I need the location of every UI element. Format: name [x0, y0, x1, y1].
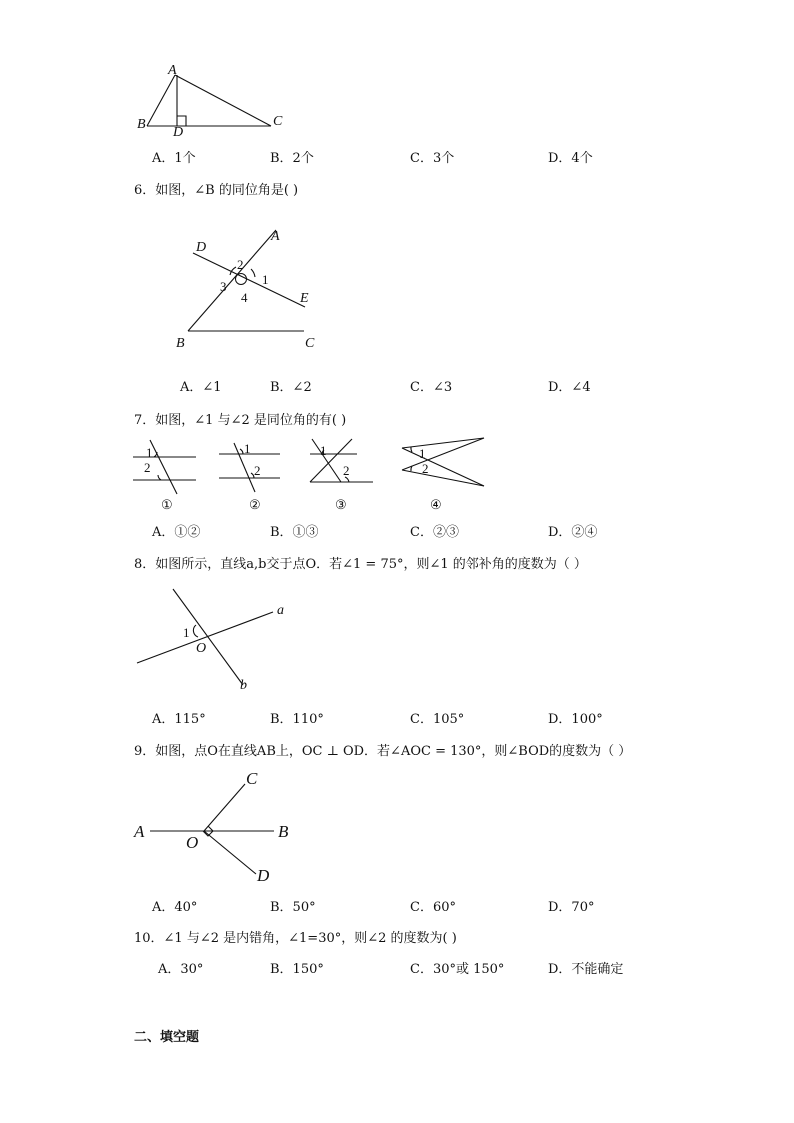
- q5-option-b[interactable]: B．2个: [270, 151, 314, 166]
- q7-fig2-label-2: 2: [254, 463, 261, 478]
- q7-caption-2: ②: [249, 498, 261, 513]
- q6-label-3: 3: [220, 279, 227, 294]
- q9-label-B: B: [278, 822, 289, 841]
- q7-fig1-label-2: 2: [144, 460, 151, 475]
- q7-fig4-label-2: 2: [422, 461, 429, 476]
- q9-label-C: C: [246, 769, 258, 788]
- q5-label-D: D: [173, 125, 184, 140]
- q9-option-b[interactable]: B．50°: [270, 900, 316, 915]
- q7-stem: 7．如图，∠1 与∠2 是同位角的有( ): [134, 413, 347, 428]
- q6-option-c[interactable]: C．∠3: [410, 380, 453, 395]
- q5-option-d[interactable]: D．4个: [548, 151, 593, 166]
- q6-label-E: E: [300, 291, 309, 306]
- q6-label-D: D: [196, 240, 207, 255]
- q8-figure: [130, 585, 290, 695]
- q6-label-B: B: [176, 336, 185, 351]
- q6-label-4: 4: [241, 290, 248, 305]
- q7-option-c[interactable]: C．②③: [410, 525, 459, 540]
- section-title-fill-in: 二、填空题: [134, 1030, 200, 1045]
- q5-option-c[interactable]: C．3个: [410, 151, 455, 166]
- q7-fig1-label-1: 1: [146, 445, 153, 460]
- q7-figure-4: [395, 432, 490, 490]
- q9-label-A: A: [134, 822, 145, 841]
- q7-option-a[interactable]: A．①②: [152, 525, 201, 540]
- q5-label-A: A: [168, 63, 177, 78]
- q8-label-1: 1: [183, 625, 190, 640]
- q6-label-C: C: [305, 336, 315, 351]
- q6-label-1: 1: [262, 272, 269, 287]
- q9-option-d[interactable]: D．70°: [548, 900, 595, 915]
- q9-stem: 9．如图，点O在直线AB上，OC ⊥ OD．若∠AOC = 130°，则∠BOD的度数为（ ）: [134, 744, 632, 759]
- q8-stem: 8．如图所示，直线a,b交于点O．若∠1 = 75°，则∠1 的邻补角的度数为（ ）: [134, 557, 587, 572]
- q8-label-b: b: [240, 678, 247, 693]
- q7-fig3-label-1: 1: [320, 443, 327, 458]
- q9-label-O: O: [186, 833, 199, 852]
- q10-option-d[interactable]: D．不能确定: [548, 962, 624, 977]
- q10-option-c[interactable]: C．30°或 150°: [410, 962, 505, 977]
- q7-fig3-label-2: 2: [343, 463, 350, 478]
- q7-option-b[interactable]: B．①③: [270, 525, 319, 540]
- q8-option-a[interactable]: A．115°: [152, 712, 206, 727]
- q8-label-a: a: [277, 603, 284, 618]
- q10-option-a[interactable]: A．30°: [158, 962, 204, 977]
- q10-stem: 10．∠1 与∠2 是内错角，∠1=30°，则∠2 的度数为( ): [134, 931, 457, 946]
- q5-option-a[interactable]: A．1个: [152, 151, 196, 166]
- q8-option-c[interactable]: C．105°: [410, 712, 465, 727]
- q6-label-2: 2: [237, 257, 244, 272]
- q5-label-B: B: [137, 117, 146, 132]
- q6-label-A: A: [271, 229, 280, 244]
- q7-caption-1: ①: [161, 498, 173, 513]
- q8-label-O: O: [196, 641, 207, 656]
- q6-option-b[interactable]: B．∠2: [270, 380, 312, 395]
- q8-option-b[interactable]: B．110°: [270, 712, 324, 727]
- q10-option-b[interactable]: B．150°: [270, 962, 324, 977]
- q7-caption-3: ③: [335, 498, 347, 513]
- q7-figure-2: [216, 437, 286, 495]
- q9-label-D: D: [257, 866, 270, 885]
- q6-option-d[interactable]: D．∠4: [548, 380, 591, 395]
- q6-option-a[interactable]: A．∠1: [180, 380, 222, 395]
- q7-fig2-label-1: 1: [244, 441, 251, 456]
- q7-option-d[interactable]: D．②④: [548, 525, 598, 540]
- q7-figure-1: [130, 437, 200, 495]
- q8-option-d[interactable]: D．100°: [548, 712, 603, 727]
- q7-caption-4: ④: [430, 498, 442, 513]
- q6-stem: 6．如图，∠B 的同位角是( ): [134, 183, 299, 198]
- q9-option-c[interactable]: C．60°: [410, 900, 456, 915]
- q9-option-a[interactable]: A．40°: [152, 900, 198, 915]
- q5-label-C: C: [273, 114, 283, 129]
- q7-fig4-label-1: 1: [419, 446, 426, 461]
